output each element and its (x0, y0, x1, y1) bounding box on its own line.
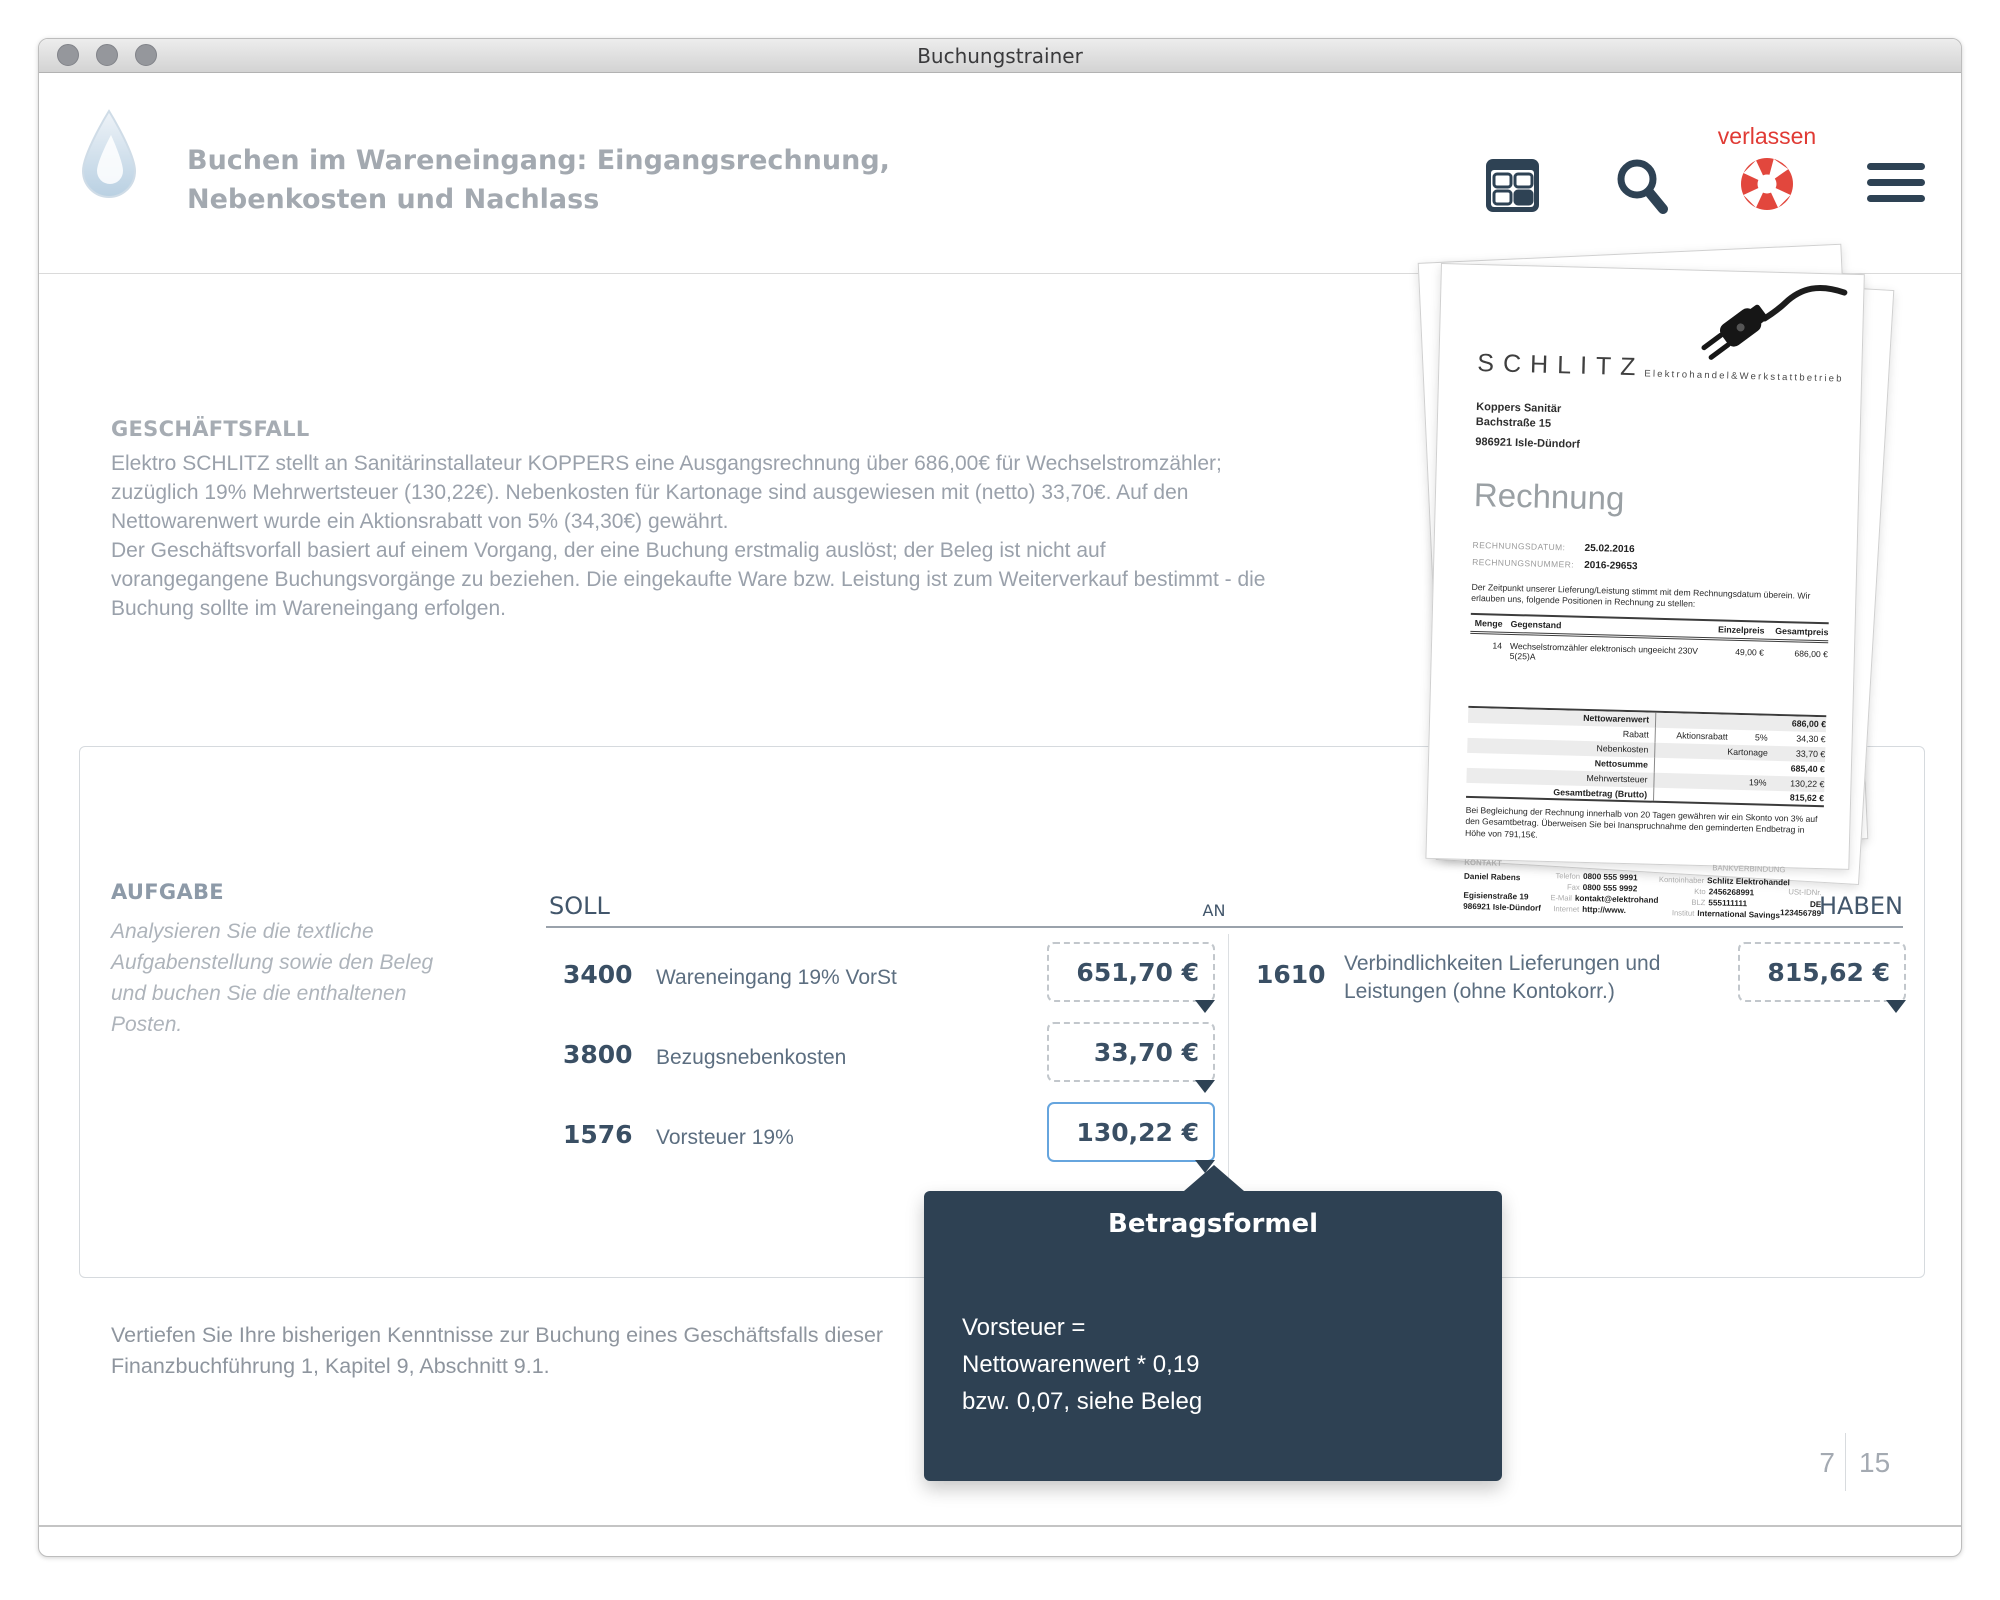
grid-icon (1484, 201, 1541, 218)
geschaeftsfall-heading: GESCHÄFTSFALL (111, 417, 310, 441)
recipient-name: Koppers Sanitär (1476, 400, 1562, 416)
soll-row-name: Wareneingang 19% VorSt (656, 966, 897, 989)
app-logo-drop-icon (77, 109, 141, 202)
contact-name: Daniel Rabens (1463, 871, 1521, 883)
recipient-street: Bachstraße 15 (1475, 415, 1552, 430)
summary-row: Rabatt Aktionsrabatt 5% 34,30 € (1468, 722, 1826, 746)
col-menge: Menge (1474, 617, 1503, 629)
haben-amount-dropdown-1[interactable] (1738, 942, 1906, 1002)
hamburger-icon (1867, 190, 1925, 207)
soll-amount-value: 651,70 € (1076, 958, 1199, 987)
summary-row: Nettosumme 685,40 € (1467, 752, 1825, 776)
bank-caption: BANKVERBINDUNG (1712, 863, 1786, 875)
invoice-summary-table (1466, 705, 1826, 806)
invoice-recipient-address (1475, 400, 1834, 459)
booking-header-underline (546, 926, 1903, 928)
soll-row-account: 1576 (563, 1120, 633, 1149)
invoice-intro-text: Der Zeitpunkt unserer Lieferung/Leistung stimmt mit dem Rechnungsdatum überein. Wir erlauben uns, folgende Positionen in Rechnung zu stellen: (1471, 581, 1811, 609)
invoice-date-label: RECHNUNGSDATUM: (1472, 539, 1566, 552)
contact-caption: KONTAKT (1464, 857, 1502, 868)
haben-amount-value: 815,62 € (1767, 958, 1890, 987)
soll-amount-value: 130,22 € (1076, 1118, 1199, 1147)
contact-city: 986921 Isle-Dündorf (1463, 901, 1542, 913)
dropdown-caret-icon (1195, 1080, 1215, 1093)
page-title: Buchen im Wareneingang: Eingangsrechnung, Nebenkosten und Nachlass (187, 145, 890, 215)
pager-divider (1845, 1433, 1846, 1491)
pager-total-pages: 15 (1859, 1447, 1891, 1478)
menu-button[interactable] (1867, 163, 1925, 208)
item-unit-price: 49,00 € (1735, 646, 1765, 658)
invoice-skonto-note: Bei Begleichung der Rechnung innerhalb von 20 Tagen gewähren wir ein Skonto von 3% auf den Gesamtbetrag. Überweisen Sie bei Inanspruchnahme den geminderten Endbetrag in Höhe von 791,15€. (1464, 804, 1818, 840)
vat-caption: USt-IDNr. (1788, 887, 1822, 898)
soll-amount-value: 33,70 € (1093, 1038, 1199, 1067)
betragsformel-tooltip (924, 1191, 1502, 1481)
reference-note-line-2: Finanzbuchführung 1, Kapitel 9, Abschnitt 9.1. (111, 1354, 550, 1378)
footer-bar (39, 1525, 1961, 1557)
invoice-title: Rechnung (1473, 475, 1625, 517)
item-total: 686,00 € (1794, 647, 1829, 659)
titlebar (39, 39, 1961, 73)
exit-label[interactable]: verlassen (1717, 123, 1817, 149)
tooltip-formula: Vorsteuer = Nettowarenwert * 0,19 bzw. 0,07, siehe Beleg (962, 1314, 1203, 1415)
reference-note-line-1: Vertiefen Sie Ihre bisherigen Kenntnisse zur Buchung eines Geschäftsfalls dieser (111, 1323, 884, 1347)
invoice-date-value: 25.02.2016 (1584, 542, 1635, 555)
soll-amount-dropdown-3-active[interactable] (1047, 1102, 1215, 1162)
aufgabe-heading: AUFGABE (111, 880, 224, 904)
geschaeftsfall-paragraph-1: Elektro SCHLITZ stellt an Sanitärinstallateur KOPPERS eine Ausgangsrechnung über 686,00€ für Wechselstromzähler; zuzüglich 19% Mehrwertsteuer (130,22€). Nebenkosten für Kartonage sind ausgewiesen mit (netto) 33,70€. Auf den Nettowarenwert wurde ein Aktionsrabatt von 5% (34,30€) gewährt. (111, 452, 1222, 533)
col-einzelpreis: Einzelpreis (1717, 623, 1765, 636)
soll-amount-dropdown-2[interactable] (1047, 1022, 1215, 1082)
invoice-meta (1472, 535, 1831, 578)
soll-row-name: Vorsteuer 19% (656, 1126, 794, 1149)
col-gesamtpreis: Gesamtpreis (1775, 625, 1829, 637)
soll-row-name: Bezugsnebenkosten (656, 1046, 847, 1069)
item-desc: Wechselstromzähler elektronisch ungeeicht 230V 5(25)A (1509, 640, 1699, 662)
item-qty: 14 (1492, 639, 1503, 651)
haben-row-name: Verbindlichkeiten Lieferungen und Leistungen (ohne Kontokorr.) (1344, 952, 1661, 1003)
invoice-footer: KONTAKT Daniel Rabens Egisienstraße 19 986921 Isle-Dündorf Telefon 0800 555 9991 Fax 0800 555 9992 E-Mail kontakt@elektrohand Internet http://www. BANKVERBINDUNG Kontoinhaber Schlitz Elektrohandel Kto 2456268991 BLZ 555111111 Institut International Savings USt-IDNr. DE 123456789 (1463, 857, 1822, 921)
col-gegenstand: Gegenstand (1510, 618, 1562, 630)
dashboard-grid-button[interactable] (1484, 157, 1541, 219)
pager-current-page: 7 (1819, 1447, 1835, 1478)
tooltip-title: Betragsformel (1108, 1209, 1318, 1239)
search-button[interactable] (1611, 155, 1673, 222)
haben-column-header: HABEN (1818, 892, 1903, 920)
search-icon (1611, 204, 1673, 221)
soll-row-account: 3800 (563, 1040, 633, 1069)
dropdown-caret-icon (1195, 1000, 1215, 1013)
power-plug-icon (1667, 278, 1849, 368)
lifebuoy-icon[interactable] (1739, 156, 1795, 217)
invoice-company-subtitle: Elektrohandel&Werkstattbetrieb (1644, 368, 1844, 385)
recipient-city: 986921 Isle-Dündorf (1475, 435, 1580, 451)
invoice-number-value: 2016-29653 (1584, 559, 1638, 572)
contact-street: Egisienstraße 19 (1463, 890, 1529, 902)
soll-column-header: SOLL (549, 892, 610, 920)
vat-value: DE 123456789 (1780, 899, 1822, 919)
summary-row: Nebenkosten Kartonage 33,70 € (1467, 737, 1825, 761)
soll-amount-dropdown-1[interactable] (1047, 942, 1215, 1002)
an-column-header: AN (1202, 901, 1226, 920)
soll-row-account: 3400 (563, 960, 633, 989)
summary-row: Mehrwertsteuer 19% 130,22 € (1466, 767, 1824, 791)
dropdown-caret-icon (1886, 1000, 1906, 1013)
invoice-company-name: SCHLITZ (1477, 348, 1645, 382)
summary-row: Gesamtbetrag (Brutto) 815,62 € (1466, 782, 1824, 806)
geschaeftsfall-paragraph-2: Der Geschäftsvorfall basiert auf einem Vorgang, der eine Buchung erstmalig auslöst; der Beleg ist nicht auf vorangegangene Buchungsvorgänge zu beziehen. Die eingekaufte Ware bzw. Leistung ist zum Weiterverkauf bestimmt - die Buchung sollte im Wareneingang erfolgen. (111, 539, 1266, 620)
summary-row: Nettowarenwert 686,00 € (1468, 707, 1826, 731)
haben-row-account: 1610 (1256, 960, 1326, 989)
app-window (38, 38, 1962, 1557)
window-title: Buchungstrainer (917, 44, 1083, 68)
aufgabe-instruction: Analysieren Sie die textliche Aufgabenstellung sowie den Beleg und buchen Sie die enthaltenen Posten. (111, 920, 434, 1036)
invoice-number-label: RECHNUNGSNUMMER: (1472, 556, 1575, 570)
tooltip-arrow-icon (1184, 1165, 1244, 1191)
